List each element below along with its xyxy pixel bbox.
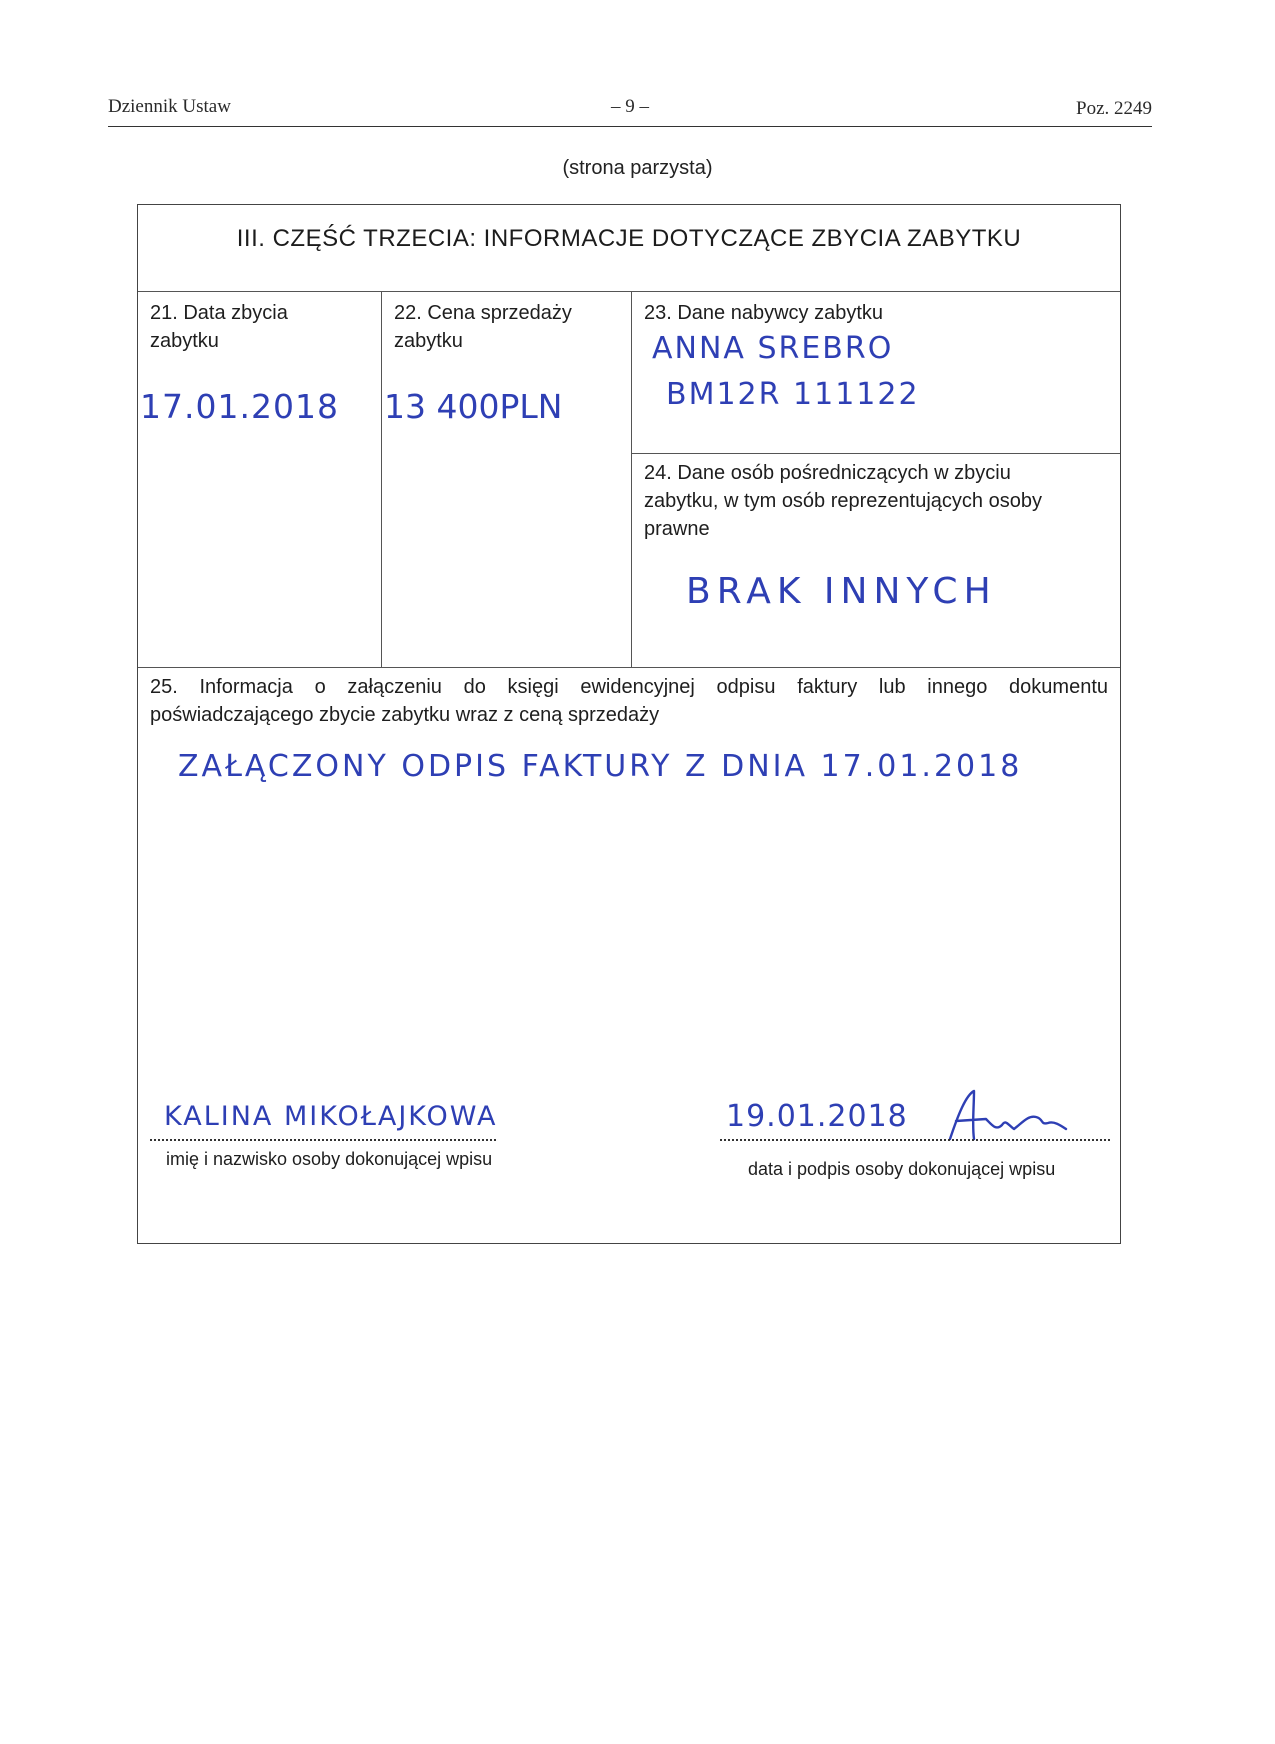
field-21-value: 17.01.2018	[140, 387, 339, 426]
entry-date-caption: data i podpis osoby dokonującej wpisu	[748, 1159, 1056, 1179]
signer-name-line	[150, 1139, 496, 1141]
signer-name-value: KALINA MIKOŁAJKOWA	[164, 1101, 498, 1132]
signer-name-caption: imię i nazwisko osoby dokonującej wpisu	[166, 1149, 493, 1169]
field-25-divider	[138, 667, 1120, 668]
column-divider-2	[631, 291, 632, 667]
field-22-value: 13 400PLN	[384, 387, 563, 426]
entry-date-value: 19.01.2018	[726, 1099, 908, 1134]
position-number: Poz. 2249	[1076, 98, 1152, 119]
title-divider	[138, 291, 1120, 292]
column-divider-1	[381, 291, 382, 667]
field-25-value: ZAŁĄCZONY ODPIS FAKTURY Z DNIA 17.01.2018	[178, 749, 1023, 784]
form-section-three	[137, 204, 1121, 1244]
section-title: III. CZĘŚĆ TRZECIA: INFORMACJE DOTYCZĄCE ZBYCIA ZABYTKU	[236, 225, 1022, 252]
field-24-value: BRAK INNYCH	[686, 571, 997, 612]
page-number: – 9 –	[611, 96, 649, 117]
field-23-value-name: ANNA SREBRO	[652, 331, 894, 366]
field-23-24-divider	[631, 453, 1120, 454]
field-22-label: 22. Cena sprzedaży zabytku	[394, 302, 572, 352]
page-header	[108, 96, 1152, 127]
entry-date-line	[720, 1139, 1110, 1141]
handwritten-signature	[944, 1085, 1074, 1145]
page-side-note: (strona parzysta)	[562, 157, 713, 179]
field-23-value-id: BM12R 111122	[666, 377, 920, 412]
field-23-label: 23. Dane nabywcy zabytku	[644, 302, 884, 324]
publication-name: Dziennik Ustaw	[108, 96, 231, 117]
field-24-label: 24. Dane osób pośredniczących w zbyciu zabytku, w tym osób reprezentujących osoby prawne	[644, 462, 1042, 540]
field-21-label: 21. Data zbycia zabytku	[150, 302, 288, 352]
field-25-label: 25. Informacja o załączeniu do księgi ewidencyjnej odpisu faktury lub innego dokumentu poświadczającego zbycie zabytku wraz z ceną sprzedaży	[150, 676, 1108, 726]
